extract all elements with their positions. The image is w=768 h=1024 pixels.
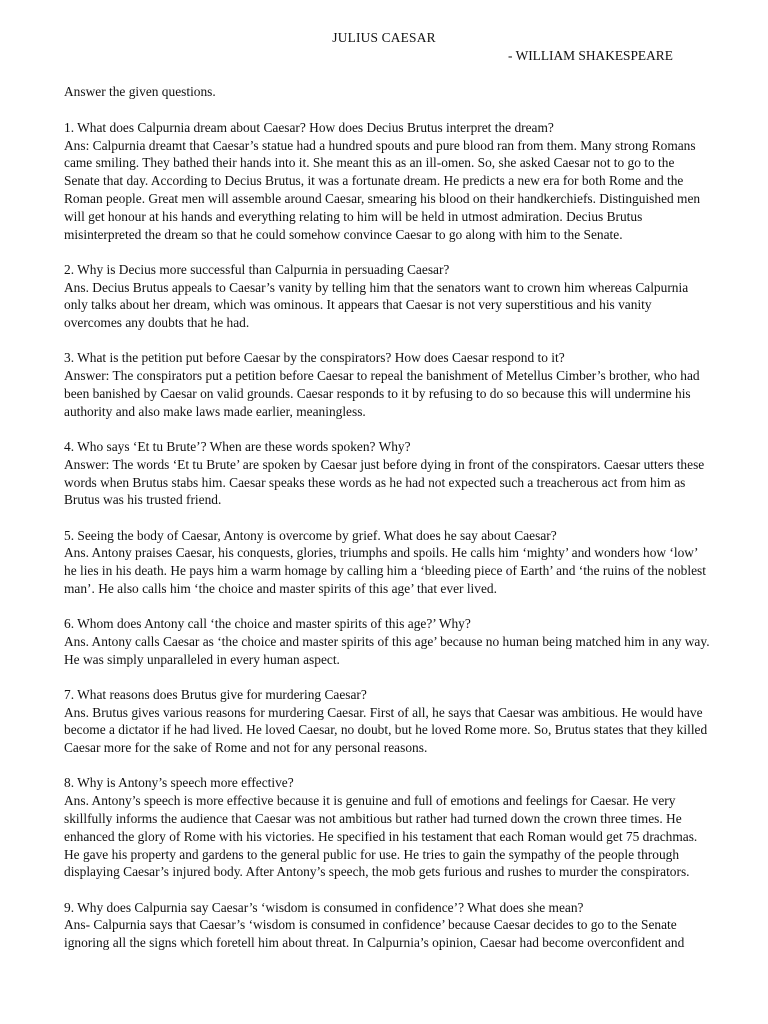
document-title: JULIUS CAESAR	[332, 30, 436, 45]
question-1: 1. What does Calpurnia dream about Caesar? How does Decius Brutus interpret the dream?	[64, 119, 554, 135]
qa-item-5	[64, 527, 712, 598]
question-3: 3. What is the petition put before Caesar by the conspirators? How does Caesar respond to it?	[64, 350, 565, 366]
qa-item-2	[64, 261, 712, 332]
qa-item-4	[64, 438, 712, 509]
question-8: 8. Why is Antony’s speech more effective?	[64, 775, 294, 791]
answer-7: Ans. Brutus gives various reasons for murdering Caesar. First of all, he says that Caesar was ambitious. He would have become a dictator if he had lived. He loved Caesar, no doubt, but he loved Rome more. So, Brutus states that they killed Caesar more for the sake of Rome and not for any personal reasons.	[64, 704, 708, 756]
qa-item-9	[64, 899, 712, 952]
answer-8: Ans. Antony’s speech is more effective because it is genuine and full of emotions and feelings for Caesar. He very skillfully informs the audience that Caesar was not ambitious but rather had turned down the crown three times. He enhanced the glory of Rome with his victories. He specified in his testament that each Roman would get 75 drachmas. He gave his property and gardens to the general public for use. He tries to gain the sympathy of the people through displaying Caesar’s injured body. After Antony’s speech, the mob gets furious and rushes to murder the conspirators.	[64, 793, 698, 880]
answer-1: Ans: Calpurnia dreamt that Caesar’s statue had a hundred spouts and pure blood ran from them. Many strong Romans came smiling. They bathed their hands into it. She meant this as an ill-omen. So, she asked Caesar not to go to the Senate that day. According to Decius Brutus, it was a fortunate dream. He predicts a new era for both Rome and the Roman people. Great men will assemble around Caesar, smearing his blood on their handkerchiefs. Distinguished men will get honour at his hands and everything relating to him will be held in utmost admiration. Decius Brutus misinterpreted the dream so that he could somehow convince Caesar to go along with him to the Senate.	[64, 137, 701, 242]
question-6: 6. Whom does Antony call ‘the choice and master spirits of this age?’ Why?	[64, 616, 471, 632]
qa-item-8	[64, 774, 712, 881]
qa-item-1	[64, 119, 712, 244]
answer-6: Ans. Antony calls Caesar as ‘the choice and master spirits of this age’ because no human being matched him in any way. He was simply unparalleled in every human aspect.	[64, 633, 710, 667]
answer-3: Answer: The conspirators put a petition before Caesar to repeal the banishment of Metellus Cimber’s brother, who had been banished by Caesar on valid grounds. Caesar responds to it by refusing to do so because this will undermine his authority and also make laws made earlier, meaningless.	[64, 368, 700, 419]
qa-item-6	[64, 615, 712, 668]
qa-item-3	[64, 349, 712, 420]
document-body	[64, 83, 712, 969]
qa-item-7	[64, 686, 712, 757]
question-5: 5. Seeing the body of Caesar, Antony is overcome by grief. What does he say about Caesar?	[64, 527, 557, 543]
answer-2: Ans. Decius Brutus appeals to Caesar’s vanity by telling him that the senators want to crown him whereas Calpurnia only talks about her dream, which was ominous. It appears that Caesar is not very superstitious and his vanity overcomes any doubts that he had.	[64, 279, 689, 331]
answer-9: Ans- Calpurnia says that Caesar’s ‘wisdom is consumed in confidence’ because Caesar decides to go to the Senate ignoring all the signs which foretell him about threat. In Calpurnia’s opinion, Caesar had become overconfident and	[64, 917, 685, 951]
question-2: 2. Why is Decius more successful than Calpurnia in persuading Caesar?	[64, 261, 450, 277]
question-9: 9. Why does Calpurnia say Caesar’s ‘wisdom is consumed in confidence’? What does she mean?	[64, 899, 584, 915]
question-7: 7. What reasons does Brutus give for murdering Caesar?	[64, 686, 367, 702]
question-4: 4. Who says ‘Et tu Brute’? When are these words spoken? Why?	[64, 438, 411, 454]
document-author: - WILLIAM SHAKESPEARE	[508, 48, 673, 63]
answer-5: Ans. Antony praises Caesar, his conquests, glories, triumphs and spoils. He calls him ‘mighty’ and wonders how ‘low’ he lies in his death. He pays him a warm homage by calling him a ‘bleeding piece of Earth’ and ‘the ruins of the noblest man’. He also calls him ‘the choice and master spirits of this age’ that ever lived.	[64, 545, 706, 596]
instruction-text: Answer the given questions.	[64, 84, 216, 99]
answer-4: Answer: The words ‘Et tu Brute’ are spoken by Caesar just before dying in front of the conspirators. Caesar utters these words when Brutus stabs him. Caesar speaks these words as he had not expected such a treacherous act from him as Brutus was his trusted friend.	[64, 456, 705, 508]
